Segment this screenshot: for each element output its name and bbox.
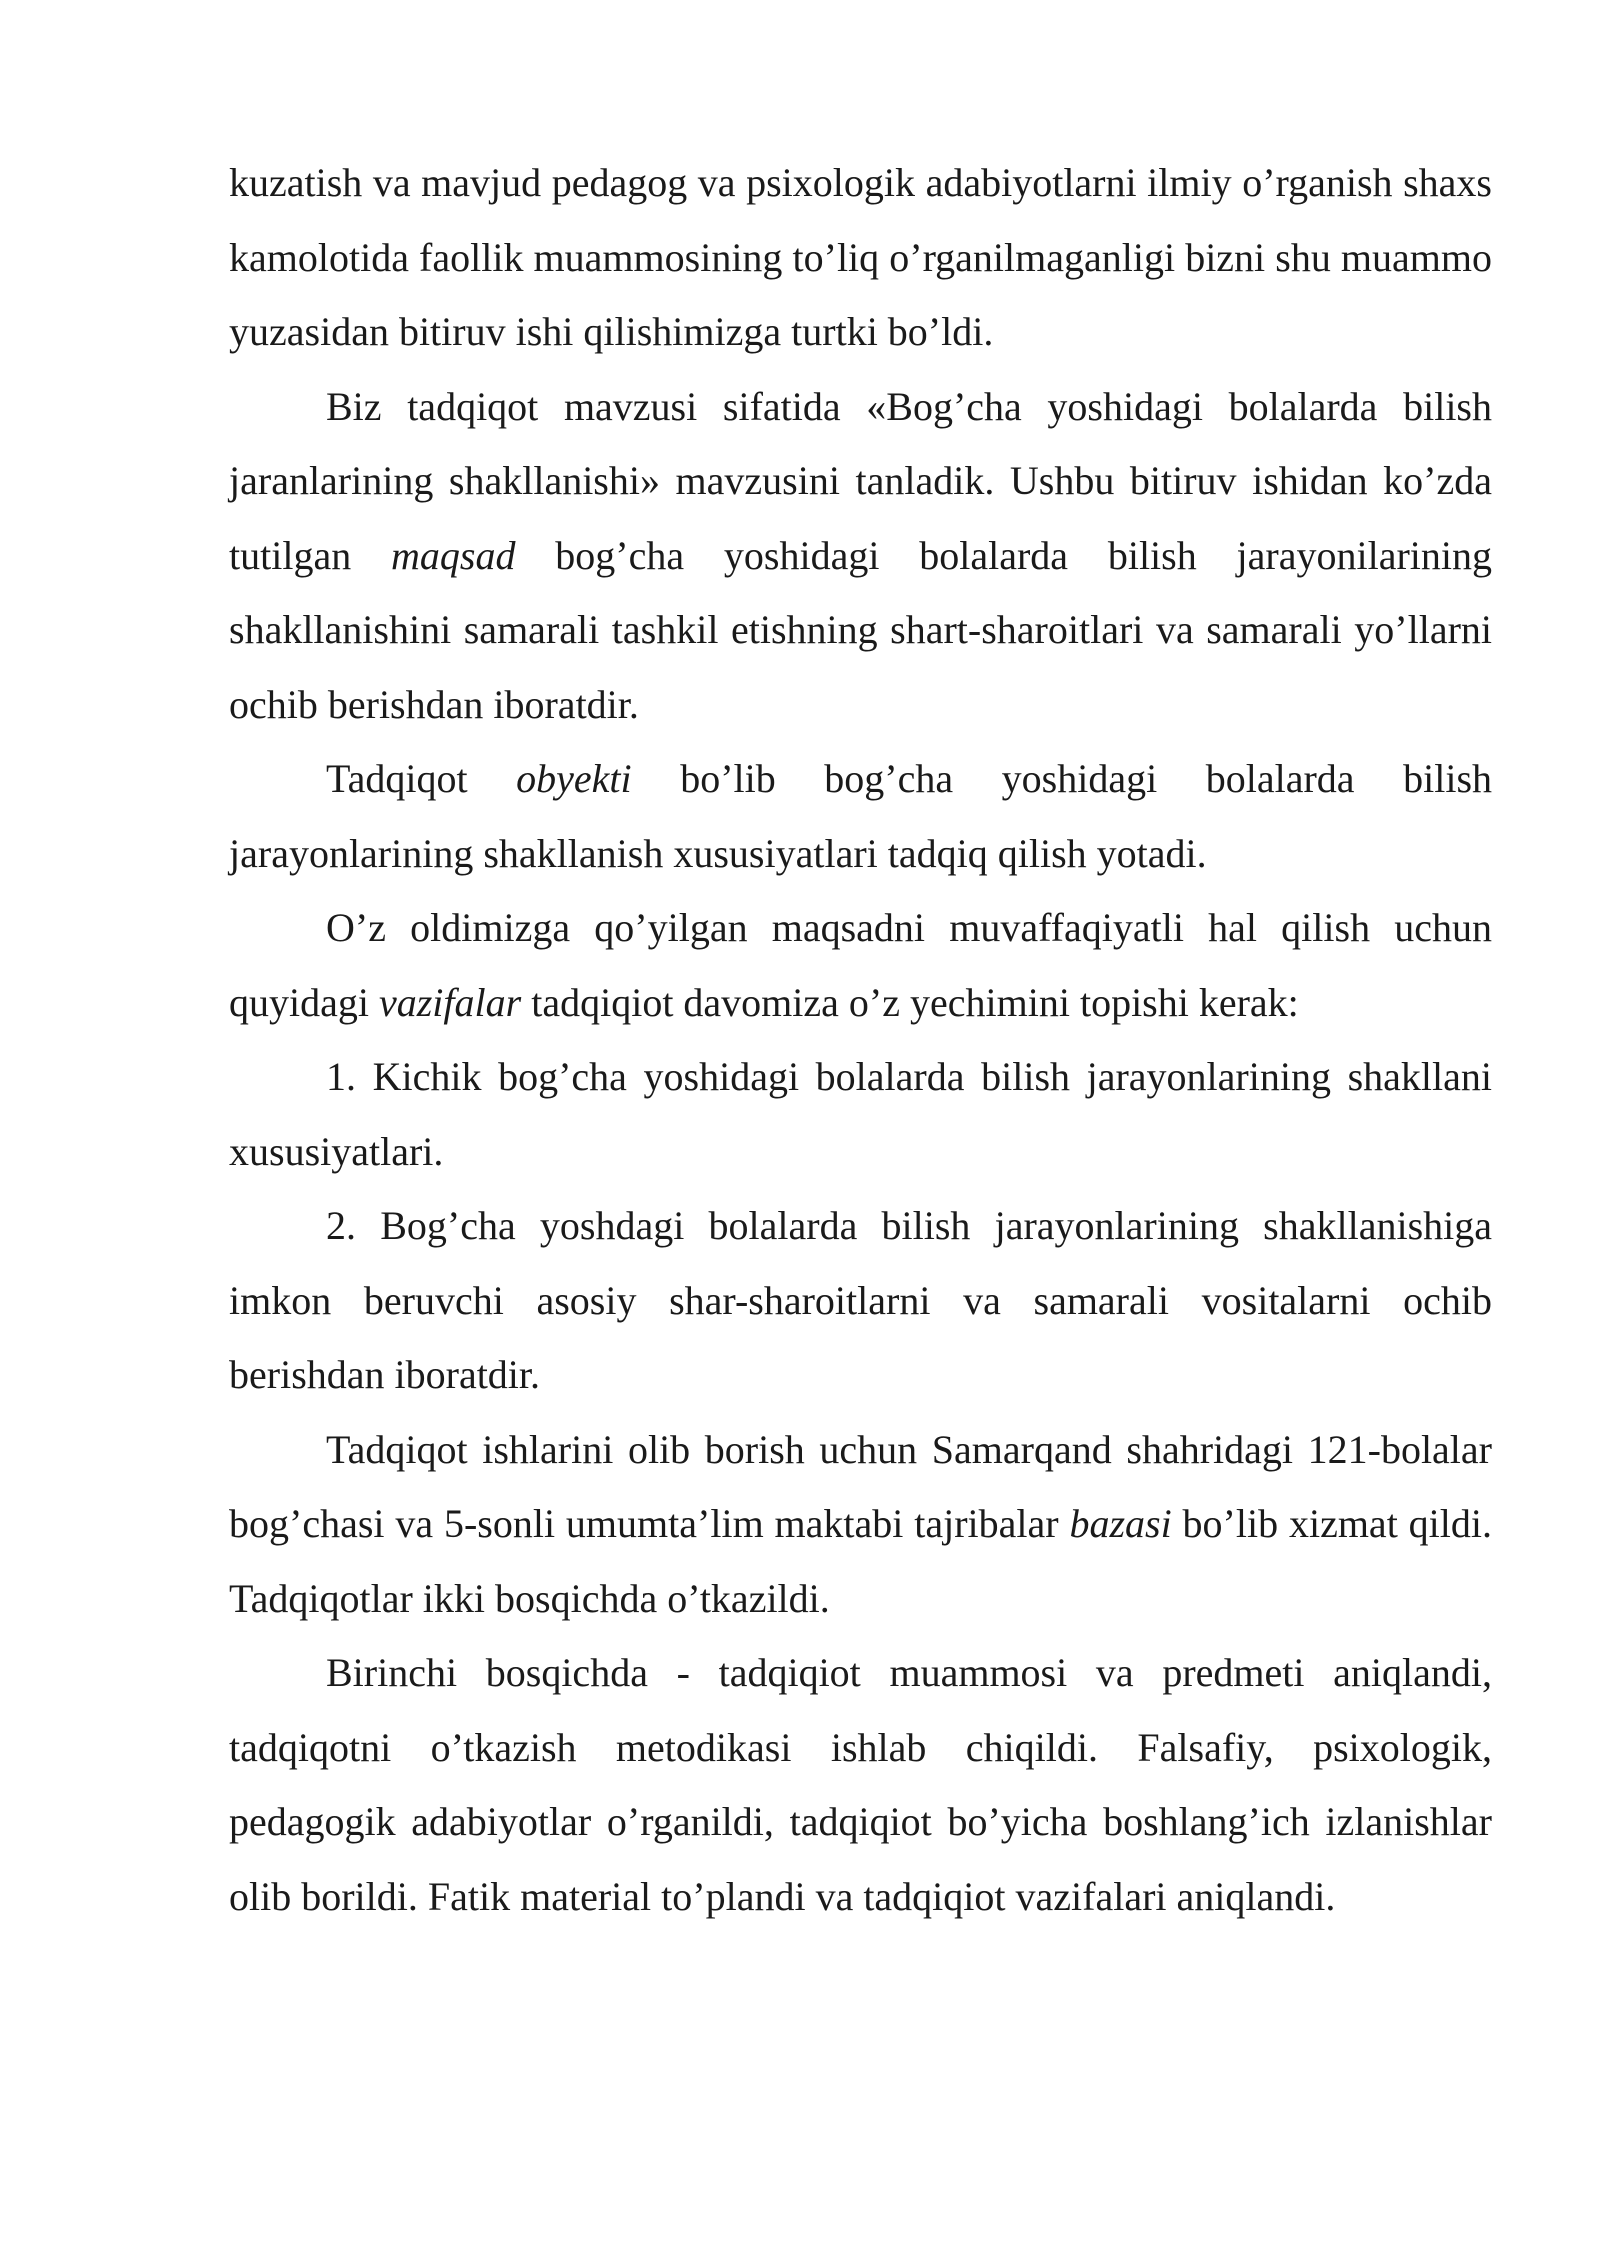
document-body — [229, 146, 1492, 1934]
paragraph-2 — [229, 370, 1492, 743]
paragraph-1 — [229, 146, 1492, 370]
paragraph-text: tadqiqiot davomiza o’z yechimini topishi kerak: — [521, 979, 1299, 1025]
paragraph-text: Tadqiqot — [326, 756, 517, 801]
paragraph-text: O’z oldimizga qo’yilgan maqsadni muvaffaqiyatli hal qilish uchun quyidagi — [229, 905, 1492, 1025]
paragraph-text: Biz tadqiqot mavzusi sifatida «Bog’cha yoshidagi bolalarda bilish jaranlarining shakllanishi» mavzusini tanladik. Ushbu bitiruv ishidan ko’zda tutilgan — [229, 383, 1492, 578]
italic-term-bazasi: bazasi — [1069, 1501, 1172, 1546]
italic-term-obyekti: obyekti — [516, 756, 632, 801]
paragraph-4 — [229, 891, 1492, 1040]
list-item-text: 1. Kichik bog’cha yoshidagi bolalarda bilish jarayonlarining shakllani xususiyatlari. — [229, 1054, 1492, 1174]
paragraph-3 — [229, 742, 1492, 891]
paragraph-text: bo’lib bog’cha yoshidagi bolalarda bilish jarayonlarining shakllanish xususiyatlari tadqiq qilish yotadi. — [229, 756, 1493, 876]
italic-term-maqsad: maqsad — [391, 532, 516, 578]
list-item-text: 2. Bog’cha yoshdagi bolalarda bilish jarayonlarining shakllanishiga imkon beruvchi asosiy shar-sharoitlarni va samarali vositalarni ochib berishdan iboratdir. — [229, 1203, 1492, 1397]
italic-term-vazifalar: vazifalar — [378, 979, 522, 1025]
paragraph-7 — [229, 1413, 1492, 1637]
paragraph-text: bo’lib xizmat qildi. Tadqiqotlar ikki bosqichda o’tkazildi. — [229, 1501, 1492, 1621]
list-item-1 — [229, 1040, 1492, 1189]
list-item-2 — [229, 1189, 1492, 1413]
paragraph-text: Birinchi bosqichda - tadqiqiot muammosi va predmeti aniqlandi, tadqiqotni o’tkazish metodikasi ishlab chiqildi. Falsafiy, psixologik, pedagogik adabiyotlar o’rganildi, tadqiqiot bo’yicha boshlang’ich izlanishlar olib borildi. Fatik material to’plandi va tadqiqiot vazifalari aniqlandi. — [229, 1650, 1492, 1919]
paragraph-text: bog’cha yoshidagi bolalarda bilish jarayonilarining shakllanishini samarali tashkil etishning shart-sharoitlari va samarali yo’llarni ochib berishdan iboratdir. — [229, 532, 1492, 727]
paragraph-text: Tadqiqot ishlarini olib borish uchun Samarqand shahridagi 121-bolalar bog’chasi va 5-sonli umumta’lim maktabi tajribalar — [229, 1426, 1492, 1546]
paragraph-8 — [229, 1636, 1492, 1934]
paragraph-text: kuzatish va mavjud pedagog va psixologik adabiyotlarni ilmiy o’rganish shaxs kamolotida faollik muammosining to’liq o’rganilmaganligi bizni shu muammo yuzasidan bitiruv ishi qilishimizga turtki bo’ldi. — [229, 160, 1492, 354]
